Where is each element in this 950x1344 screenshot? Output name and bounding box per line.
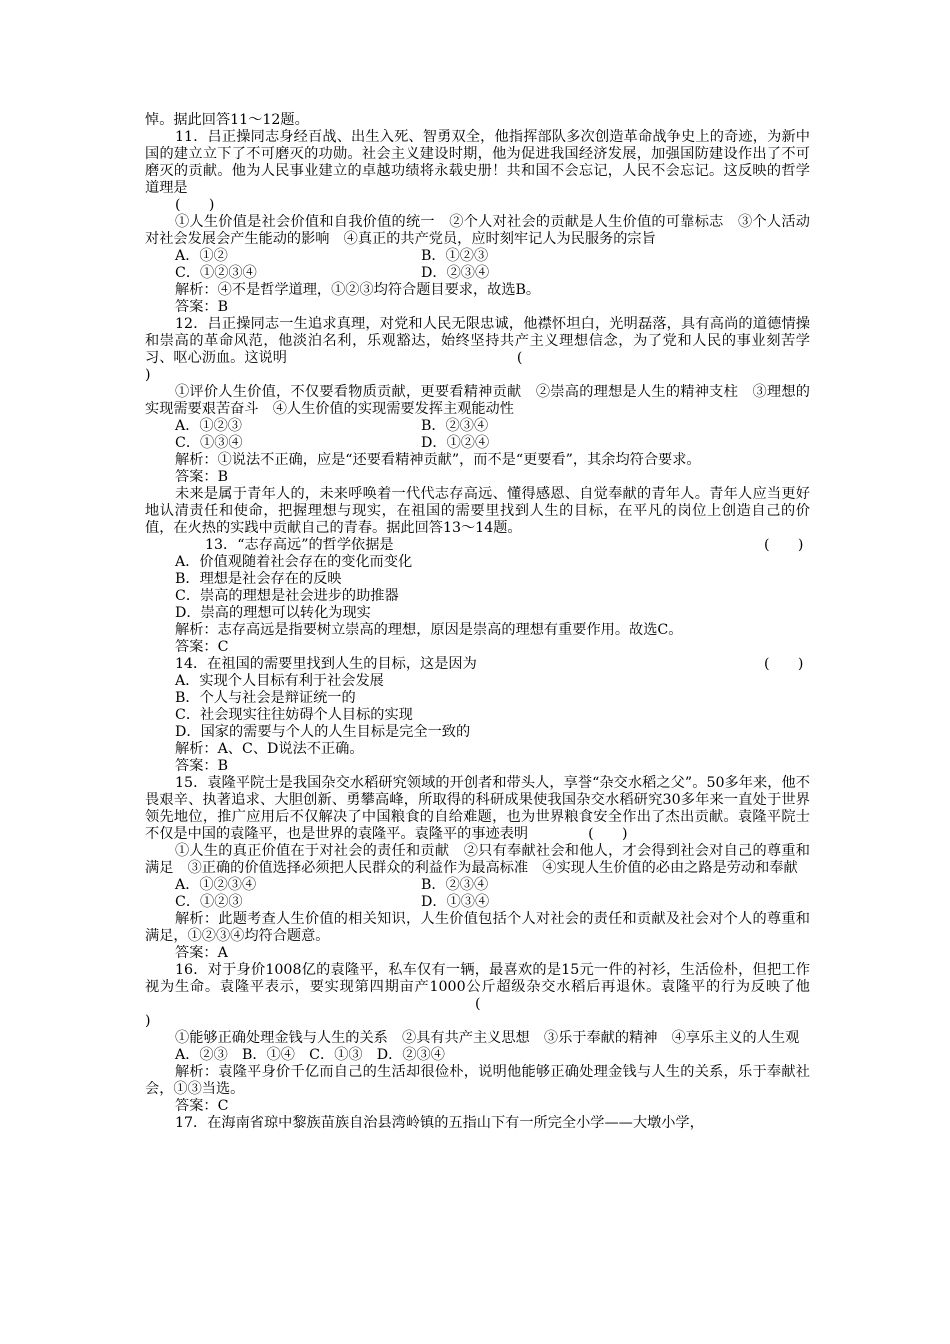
- question-stem: 16．对于身价1008亿的袁隆平，私车仅有一辆，最喜欢的是15元一件的衬衫，生活俭朴，但把工作视为生命。袁隆平表示，要实现第四期亩产1000公斤超级杂交水稻后再退休。袁隆平的行为反映了他: [145, 962, 810, 995]
- option-b: B．②③④: [421, 418, 489, 434]
- question-items: ①人生价值是社会价值和自我价值的统一 ②个人对社会的贡献是人生价值的可靠标志 ③个人活动对社会发展会产生能动的影响 ④真正的共产党员，应时刻牢记人为民服务的宗旨: [145, 214, 810, 247]
- question-15: [145, 775, 810, 843]
- question-12: [145, 316, 810, 367]
- option-a: A．价值观随着社会存在的变化而变化: [175, 554, 413, 570]
- question-items: ①人生的真正价值在于对社会的责任和贡献 ②只有奉献社会和他人，才会得到社会对自己的尊重和满足 ③正确的价值选择必须把人民群众的利益作为最高标准 ④实现人生价值的必由之路是劳动和奉献: [145, 843, 810, 876]
- question-stem: 15．袁隆平院士是我国杂交水稻研究领域的开创者和带头人，享誉“杂交水稻之父”。50多年来，他不畏艰辛、执著追求、大胆创新、勇攀高峰，所取得的科研成果使我国杂交水稻研究30多年来一直处于世界领先地位，推广应用后不仅解决了中国粮食的自给难题，也为世界粮食安全作出了杰出贡献。袁隆平院士不仅是中国的袁隆平，也是世界的袁隆平。袁隆平的事迹表明: [145, 775, 810, 842]
- answer-bracket-open: (: [516, 350, 523, 366]
- question-16: [145, 962, 810, 1013]
- option-d: D．②③④: [421, 265, 490, 281]
- option-a: A．①②③④: [175, 877, 257, 893]
- answer-bracket-open: (: [475, 996, 481, 1012]
- answer: 答案：A: [175, 945, 228, 961]
- option-c: C．①②③④: [175, 265, 257, 281]
- question-items: ①能够正确处理金钱与人生的关系 ②具有共产主义思想 ③乐于奉献的精神 ④享乐主义的人生观: [175, 1030, 800, 1046]
- analysis: 解析：④不是哲学道理，①②③均符合题目要求，故选B。: [175, 282, 541, 298]
- analysis: 解析：袁隆平身价千亿而自己的生活却很俭朴，说明他能够正确处理金钱与人生的关系，乐于奉献社会，①③当选。: [145, 1064, 810, 1097]
- answer: 答案：B: [175, 469, 228, 485]
- analysis: 解析：志存高远是指要树立崇高的理想，原因是崇高的理想有重要作用。故选C。: [175, 622, 683, 638]
- option-b: B．理想是社会存在的反映: [175, 571, 342, 587]
- option-d: D．崇高的理想可以转化为现实: [175, 605, 371, 621]
- option-a: A．①②: [175, 248, 228, 264]
- option-c: C．①③④: [175, 435, 243, 451]
- option-c: C．崇高的理想是社会进步的助推器: [175, 588, 399, 604]
- option-d: D．①③④: [421, 894, 490, 910]
- options-row: [145, 418, 810, 435]
- question-17: 17．在海南省琼中黎族苗族自治县湾岭镇的五指山下有一所完全小学——大墩小学，: [175, 1115, 704, 1131]
- option-b: B．②③④: [421, 877, 489, 893]
- question-13: [145, 537, 810, 554]
- option-b: B．①②③: [421, 248, 489, 264]
- answer-bracket: ( ): [588, 826, 628, 842]
- analysis: 解析：A、C、D说法不正确。: [175, 741, 364, 757]
- answer: 答案：C: [175, 1098, 229, 1114]
- text-line: 悼。据此回答11～12题。: [145, 112, 309, 128]
- option-a: A．实现个人目标有利于社会发展: [175, 673, 384, 689]
- answer-bracket-close: ): [145, 1013, 151, 1029]
- option-c: C．①②③: [175, 894, 243, 910]
- answer: 答案：C: [175, 639, 229, 655]
- document-page: [145, 112, 810, 1132]
- options-row: [145, 265, 810, 282]
- answer-bracket: ( ): [764, 537, 804, 553]
- option-d: D．①②④: [421, 435, 490, 451]
- question-stem: 11．吕正操同志身经百战、出生入死、智勇双全，他指挥部队多次创造革命战争史上的奇迹，为新中国的建立立下了不可磨灭的功勋。社会主义建设时期，他为促进我国经济发展，加强国防建设作出了不可磨灭的贡献。他为人民事业建立的卓越功绩将永载史册！共和国不会忘记，人民不会忘记。这反映的哲学道理是: [145, 129, 810, 196]
- question-stem: 14．在祖国的需要里找到人生的目标，这是因为: [175, 656, 477, 672]
- question-stem: 12．吕正操同志一生追求真理，对党和人民无限忠诚，他襟怀坦白，光明磊落，具有高尚的道德情操和崇高的革命风范，他淡泊名利，乐观豁达，始终坚持共产主义理想信念，为了党和人民的事业刻苦学习、呕心沥血。这说明: [145, 316, 810, 366]
- question-items: ①评价人生价值，不仅要看物质贡献，更要看精神贡献 ②崇高的理想是人生的精神支柱 ③理想的实现需要艰苦奋斗 ④人生价值的实现需要发挥主观能动性: [145, 384, 810, 417]
- option-c: C．社会现实往往妨碍个人目标的实现: [175, 707, 413, 723]
- question-14: [145, 656, 810, 673]
- options-row: [145, 894, 810, 911]
- answer: 答案：B: [175, 299, 228, 315]
- option-d: D．国家的需要与个人的人生目标是完全一致的: [175, 724, 471, 740]
- analysis: 解析：此题考查人生价值的相关知识，人生价值包括个人对社会的责任和贡献及社会对个人的尊重和满足，①②③④均符合题意。: [145, 911, 810, 944]
- question-stem: 13．“志存高远”的哲学依据是: [205, 537, 394, 553]
- options-row: [145, 877, 810, 894]
- answer-bracket: ( ): [764, 656, 804, 672]
- options-row: [145, 248, 810, 265]
- material-paragraph: 未来是属于青年人的，未来呼唤着一代代志存高远、懂得感恩、自觉奉献的青年人。青年人应当更好地认清责任和使命，把握理想与现实，在祖国的需要里找到人生的目标，在平凡的岗位上创造自己的价值，在火热的实践中贡献自己的青春。据此回答13～14题。: [145, 486, 810, 536]
- option-a: A．①②③: [175, 418, 242, 434]
- answer: 答案：B: [175, 758, 228, 774]
- analysis: 解析：①说法不正确，应是“还要看精神贡献”，而不是“更要看”，其余均符合要求。: [175, 452, 701, 468]
- question-11: [145, 129, 810, 197]
- answer-bracket: ( ): [175, 197, 215, 213]
- option-b: B．个人与社会是辩证统一的: [175, 690, 356, 706]
- options-row: [145, 435, 810, 452]
- answer-bracket-close: ): [145, 367, 151, 383]
- options-row: A．②③ B．①④ C．①③ D．②③④: [175, 1047, 445, 1063]
